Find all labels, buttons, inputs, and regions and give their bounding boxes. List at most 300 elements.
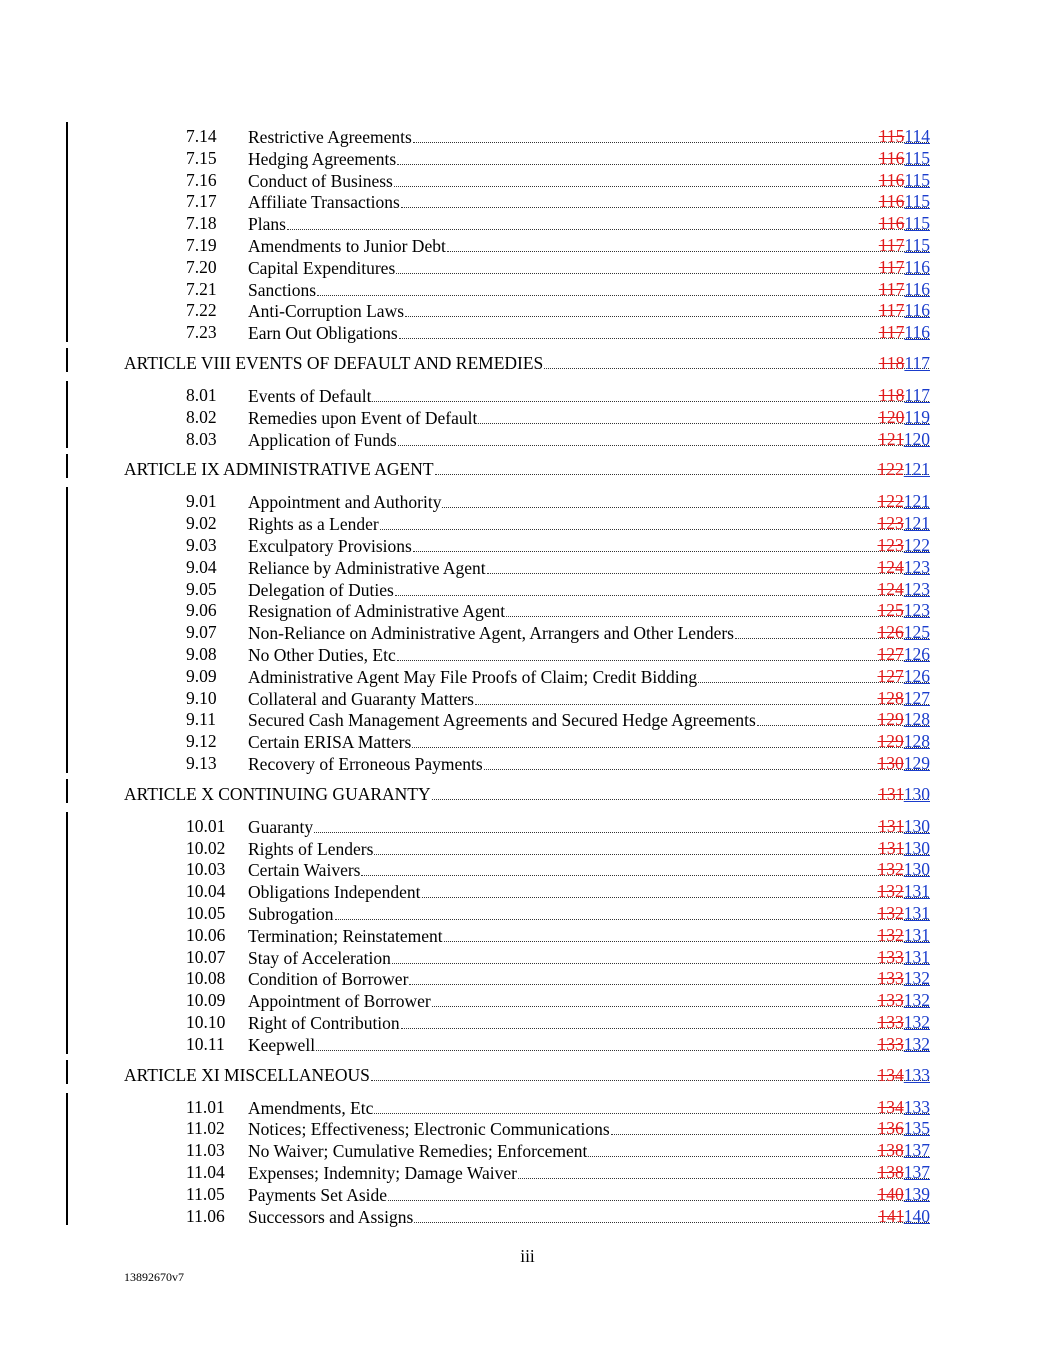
deleted-page-number: 130 <box>877 752 904 773</box>
toc-section-entry[interactable] <box>0 535 1055 557</box>
toc-section-entry[interactable] <box>0 859 1055 881</box>
inserted-page-number-link[interactable]: 116 <box>904 256 930 277</box>
toc-section-entry[interactable] <box>0 731 1055 753</box>
toc-section-entry[interactable] <box>0 925 1055 947</box>
deleted-page-number: 132 <box>877 881 904 902</box>
dot-leader <box>432 783 929 800</box>
toc-section-entry[interactable] <box>0 322 1055 344</box>
deleted-page-number: 123 <box>877 534 904 555</box>
dot-leader <box>335 903 929 920</box>
article-title: ARTICLE VIII EVENTS OF DEFAULT AND REMEDIES <box>124 353 544 373</box>
toc-section-entry[interactable] <box>0 235 1055 257</box>
section-title: Anti-Corruption Laws <box>248 301 405 322</box>
deleted-page-number: 138 <box>877 1140 904 1161</box>
deleted-page-number: 124 <box>877 556 904 577</box>
page-reference <box>878 622 931 644</box>
deleted-page-number: 134 <box>877 1096 904 1117</box>
toc-section-entry[interactable] <box>0 126 1055 148</box>
toc-section-entry[interactable] <box>0 557 1055 579</box>
inserted-page-number-link[interactable]: 115 <box>904 191 930 212</box>
article-heading-group <box>0 352 1055 374</box>
section-title: Resignation of Administrative Agent <box>248 601 506 622</box>
section-number: 7.19 <box>186 234 217 255</box>
section-title: Condition of Borrower <box>248 969 409 990</box>
inserted-page-number-link[interactable]: 121 <box>903 491 930 512</box>
deleted-page-number: 116 <box>878 147 905 168</box>
toc-section-entry[interactable] <box>0 968 1055 990</box>
toc-section-entry[interactable] <box>0 688 1055 710</box>
toc-section-entry[interactable] <box>0 1206 1055 1228</box>
inserted-page-number-link[interactable]: 115 <box>904 213 930 234</box>
toc-section-entry[interactable] <box>0 1184 1055 1206</box>
inserted-page-number-link[interactable]: 130 <box>903 783 930 804</box>
section-title: Conduct of Business <box>248 170 393 191</box>
section-title: Notices; Effectiveness; Electronic Communications <box>248 1119 610 1140</box>
toc-section-entry[interactable] <box>0 1162 1055 1184</box>
section-title: Amendments, Etc <box>248 1097 374 1118</box>
section-number: 7.17 <box>186 191 217 212</box>
page-reference <box>879 126 930 148</box>
entry-title-leader <box>248 279 929 302</box>
page-reference <box>878 783 930 805</box>
deleted-page-number: 122 <box>877 491 904 512</box>
inserted-page-number-link[interactable]: 116 <box>904 322 930 343</box>
article-heading-group <box>0 1064 1055 1086</box>
deleted-page-number: 127 <box>877 665 904 686</box>
section-number: 9.11 <box>186 709 216 730</box>
page-reference <box>878 600 931 622</box>
entry-title-leader <box>248 666 929 689</box>
entry-title-leader <box>248 126 929 149</box>
section-number: 10.10 <box>186 1011 226 1032</box>
entry-title-leader <box>248 644 929 667</box>
inserted-page-number-link[interactable]: 115 <box>904 234 930 255</box>
inserted-page-number-link[interactable]: 123 <box>903 556 930 577</box>
page-reference <box>878 816 930 838</box>
dot-leader <box>398 429 929 446</box>
toc-section-entry[interactable] <box>0 1140 1055 1162</box>
entry-title-leader <box>248 709 929 732</box>
deleted-page-number: 117 <box>878 278 905 299</box>
dot-leader <box>316 1034 929 1051</box>
toc-section-entry[interactable] <box>0 279 1055 301</box>
inserted-page-number-link[interactable]: 133 <box>903 1096 930 1117</box>
toc-section-entry[interactable] <box>0 148 1055 170</box>
section-title: Collateral and Guaranty Matters <box>248 688 474 709</box>
inserted-page-number-link[interactable]: 123 <box>903 578 930 599</box>
section-number: 11.05 <box>186 1183 225 1204</box>
section-title: Certain Waivers <box>248 860 361 881</box>
toc-section-entry[interactable] <box>0 1097 1055 1119</box>
inserted-page-number-link[interactable]: 135 <box>903 1118 930 1139</box>
section-number: 9.03 <box>186 534 217 555</box>
inserted-page-number-link[interactable]: 132 <box>903 1011 930 1032</box>
section-number: 8.02 <box>186 406 217 427</box>
inserted-page-number-link[interactable]: 116 <box>904 300 930 321</box>
section-number: 10.07 <box>186 946 226 967</box>
inserted-page-number-link[interactable]: 137 <box>903 1161 930 1182</box>
inserted-page-number-link[interactable]: 126 <box>903 643 930 664</box>
section-title: Obligations Independent <box>248 882 421 903</box>
deleted-page-number: 116 <box>878 213 905 234</box>
toc-section-entry[interactable] <box>0 947 1055 969</box>
page-reference <box>879 300 930 322</box>
dot-leader <box>399 322 929 339</box>
section-title: Recovery of Erroneous Payments <box>248 753 483 774</box>
dot-leader <box>432 990 929 1007</box>
entry-title-leader <box>248 816 929 839</box>
dot-leader <box>374 838 929 855</box>
section-number: 10.02 <box>186 837 226 858</box>
deleted-page-number: 129 <box>877 709 904 730</box>
entry-title-leader <box>248 385 929 408</box>
inserted-page-number-link[interactable]: 119 <box>904 406 930 427</box>
dot-leader <box>397 148 929 165</box>
page-reference <box>878 838 930 860</box>
toc-section-entry[interactable] <box>0 257 1055 279</box>
page-reference <box>879 322 930 344</box>
entry-title-leader <box>248 148 929 171</box>
dot-leader <box>401 191 929 208</box>
page-reference <box>879 148 930 170</box>
toc-section-entry[interactable] <box>0 300 1055 322</box>
toc-article-entry[interactable] <box>0 352 1055 374</box>
entry-title-leader <box>248 257 929 280</box>
entry-title-leader <box>248 557 929 580</box>
section-number: 11.04 <box>186 1161 225 1182</box>
deleted-page-number: 124 <box>877 578 904 599</box>
page-reference <box>878 753 931 775</box>
section-number: 11.06 <box>186 1205 225 1226</box>
page-reference <box>878 709 931 731</box>
dot-leader <box>442 491 929 508</box>
inserted-page-number-link[interactable]: 126 <box>903 665 930 686</box>
deleted-page-number: 117 <box>878 322 905 343</box>
inserted-page-number-link[interactable]: 131 <box>903 924 930 945</box>
inserted-page-number-link[interactable]: 115 <box>904 169 930 190</box>
toc-article-entry[interactable] <box>0 783 1055 805</box>
deleted-page-number: 127 <box>877 643 904 664</box>
section-number: 7.23 <box>186 322 217 343</box>
page-reference <box>879 279 930 301</box>
article-heading-group <box>0 458 1055 480</box>
article-heading-group <box>0 783 1055 805</box>
entry-title-leader <box>248 1162 929 1185</box>
entry-title-leader <box>248 213 929 236</box>
toc-section-entry[interactable] <box>0 579 1055 601</box>
dot-leader <box>444 925 929 942</box>
inserted-page-number-link[interactable]: 130 <box>903 859 930 880</box>
entry-title-leader <box>248 753 929 776</box>
toc-section-entry[interactable] <box>0 622 1055 644</box>
dot-leader <box>475 688 929 705</box>
inserted-page-number-link[interactable]: 121 <box>903 459 930 480</box>
section-title: Restrictive Agreements <box>248 127 412 147</box>
page-reference <box>878 903 931 925</box>
section-number: 9.10 <box>186 687 217 708</box>
section-title: Expenses; Indemnity; Damage Waiver <box>248 1162 517 1183</box>
inserted-page-number-link[interactable]: 140 <box>903 1205 930 1226</box>
page-reference <box>878 925 931 947</box>
page-reference <box>878 1206 930 1228</box>
section-title: Rights as a Lender <box>248 514 379 535</box>
toc-section-entry[interactable] <box>0 429 1055 451</box>
dot-leader <box>544 352 929 369</box>
entry-title-leader <box>248 513 929 536</box>
entry-title-leader <box>248 300 929 323</box>
section-number: 7.15 <box>186 147 217 168</box>
dot-leader <box>371 1064 929 1081</box>
dot-leader <box>422 881 929 898</box>
toc-section-entry[interactable] <box>0 600 1055 622</box>
deleted-page-number: 118 <box>878 385 905 405</box>
deleted-page-number: 133 <box>877 1033 904 1054</box>
toc-section-entry[interactable] <box>0 385 1055 407</box>
dot-leader <box>435 458 929 475</box>
entry-title-leader <box>248 1118 929 1141</box>
section-title: Affiliate Transactions <box>248 192 400 213</box>
toc-section-entry[interactable] <box>0 816 1055 838</box>
page-reference <box>878 859 931 881</box>
section-number: 9.02 <box>186 513 217 534</box>
section-title: Keepwell <box>248 1034 316 1055</box>
page-reference <box>878 1064 931 1086</box>
section-number: 9.06 <box>186 600 217 621</box>
toc-section-entry[interactable] <box>0 903 1055 925</box>
section-title: Amendments to Junior Debt <box>248 235 446 256</box>
inserted-page-number-link[interactable]: 132 <box>903 968 930 989</box>
deleted-page-number: 133 <box>877 946 904 967</box>
section-number: 7.22 <box>186 300 217 321</box>
entry-title-leader <box>248 1140 929 1163</box>
toc-section-entry[interactable] <box>0 191 1055 213</box>
dot-leader <box>392 947 929 964</box>
inserted-page-number-link[interactable]: 137 <box>903 1140 930 1161</box>
inserted-page-number-link[interactable]: 115 <box>904 147 930 168</box>
entry-title-leader <box>248 407 929 430</box>
entry-title-leader <box>124 783 929 805</box>
inserted-page-number-link[interactable]: 114 <box>904 126 930 146</box>
section-title: Appointment of Borrower <box>248 991 431 1012</box>
dot-leader <box>447 235 929 252</box>
page-reference <box>878 1097 931 1119</box>
section-title: Plans <box>248 214 286 235</box>
inserted-page-number-link[interactable]: 128 <box>903 731 930 752</box>
section-title: Exculpatory Provisions <box>248 535 412 556</box>
deleted-page-number: 116 <box>878 191 905 212</box>
page-reference <box>878 458 931 480</box>
inserted-page-number-link[interactable]: 130 <box>903 837 930 858</box>
toc-section-entry[interactable] <box>0 709 1055 731</box>
page-reference <box>879 191 930 213</box>
deleted-page-number: 125 <box>877 600 904 621</box>
section-title: No Waiver; Cumulative Remedies; Enforcement <box>248 1141 588 1162</box>
toc-section-entry[interactable] <box>0 990 1055 1012</box>
entry-title-leader <box>248 968 929 991</box>
toc-section-entry[interactable] <box>0 513 1055 535</box>
dot-leader <box>487 557 929 574</box>
article-title: ARTICLE XI MISCELLANEOUS <box>124 1064 370 1085</box>
dot-leader <box>412 731 929 748</box>
entry-title-leader <box>248 731 929 754</box>
section-title: Administrative Agent May File Proofs of Claim; Credit Bidding <box>248 666 698 687</box>
toc-section-entry[interactable] <box>0 644 1055 666</box>
inserted-page-number-link[interactable]: 132 <box>903 990 930 1011</box>
dot-leader <box>374 1097 929 1114</box>
inserted-page-number-link[interactable]: 127 <box>903 687 930 708</box>
toc-section-entry[interactable] <box>0 407 1055 429</box>
deleted-page-number: 126 <box>877 622 904 643</box>
page-reference <box>878 990 931 1012</box>
inserted-page-number-link[interactable]: 117 <box>904 385 930 405</box>
toc-section-entry[interactable] <box>0 1012 1055 1034</box>
deleted-page-number: 134 <box>877 1064 904 1085</box>
deleted-page-number: 131 <box>878 837 904 858</box>
entry-title-leader <box>248 622 929 645</box>
inserted-page-number-link[interactable]: 131 <box>903 881 930 902</box>
deleted-page-number: 133 <box>877 1011 904 1032</box>
deleted-page-number: 129 <box>877 731 904 752</box>
section-number: 7.21 <box>186 278 217 299</box>
inserted-page-number-link[interactable]: 117 <box>904 353 930 373</box>
deleted-page-number: 120 <box>878 406 905 427</box>
section-title: Sanctions <box>248 279 317 300</box>
entry-title-leader <box>124 352 929 374</box>
section-number: 10.08 <box>186 968 226 989</box>
inserted-page-number-link[interactable]: 121 <box>903 513 930 534</box>
entry-title-leader <box>248 535 929 558</box>
entry-title-leader <box>248 1206 929 1229</box>
section-group <box>0 126 1055 344</box>
toc-article-entry[interactable] <box>0 1064 1055 1086</box>
deleted-page-number: 117 <box>878 256 905 277</box>
dot-leader <box>380 513 929 530</box>
deleted-page-number: 140 <box>877 1183 904 1204</box>
inserted-page-number-link[interactable]: 129 <box>903 752 930 773</box>
page-reference <box>878 688 931 710</box>
inserted-page-number-link[interactable]: 122 <box>903 534 930 555</box>
page-reference <box>878 1034 931 1056</box>
page-reference <box>878 1184 931 1206</box>
dot-leader <box>484 753 929 770</box>
page-reference <box>878 1140 931 1162</box>
page-reference <box>878 557 931 579</box>
entry-title-leader <box>124 1064 929 1086</box>
deleted-page-number: 123 <box>877 513 904 534</box>
section-number: 9.07 <box>186 622 217 643</box>
toc-section-entry[interactable] <box>0 170 1055 192</box>
section-number: 10.11 <box>186 1033 225 1054</box>
section-title: Guaranty <box>248 816 314 837</box>
section-number: 11.03 <box>186 1140 225 1161</box>
deleted-page-number: 132 <box>877 859 904 880</box>
dot-leader <box>396 257 929 274</box>
document-id: 13892670v7 <box>124 1270 184 1284</box>
toc-article-entry[interactable] <box>0 458 1055 480</box>
dot-leader <box>372 385 929 402</box>
entry-title-leader <box>248 688 929 711</box>
page-reference <box>879 352 930 374</box>
page-reference <box>879 235 930 257</box>
inserted-page-number-link[interactable]: 130 <box>903 815 930 836</box>
deleted-page-number: 132 <box>877 902 904 923</box>
toc-section-entry[interactable] <box>0 881 1055 903</box>
toc-section-entry[interactable] <box>0 1118 1055 1140</box>
section-title: Hedging Agreements <box>248 148 397 169</box>
section-number: 7.16 <box>186 169 217 190</box>
toc-section-entry[interactable] <box>0 753 1055 775</box>
dot-leader <box>397 644 929 661</box>
section-title: Remedies upon Event of Default <box>248 407 478 428</box>
page-reference <box>878 731 931 753</box>
page-reference <box>878 429 930 451</box>
section-group <box>0 385 1055 450</box>
page-reference <box>878 968 931 990</box>
dot-leader <box>518 1162 929 1179</box>
toc-section-entry[interactable] <box>0 838 1055 860</box>
section-number: 7.14 <box>186 126 217 146</box>
entry-title-leader <box>248 947 929 970</box>
section-title: Non-Reliance on Administrative Agent, Arrangers and Other Lenders <box>248 623 734 644</box>
inserted-page-number-link[interactable]: 131 <box>903 902 930 923</box>
article-title: ARTICLE X CONTINUING GUARANTY <box>124 783 431 804</box>
page-reference <box>878 666 931 688</box>
entry-title-leader <box>248 491 929 514</box>
page-reference <box>879 213 930 235</box>
inserted-page-number-link[interactable]: 116 <box>904 278 930 299</box>
inserted-page-number-link[interactable]: 131 <box>903 946 930 967</box>
inserted-page-number-link[interactable]: 128 <box>903 709 930 730</box>
dot-leader <box>478 407 929 424</box>
inserted-page-number-link[interactable]: 125 <box>903 622 930 643</box>
page-reference <box>878 535 931 557</box>
entry-title-leader <box>248 235 929 258</box>
deleted-page-number: 136 <box>877 1118 904 1139</box>
page-reference <box>878 513 931 535</box>
section-number: 9.13 <box>186 752 217 773</box>
inserted-page-number-link[interactable]: 132 <box>903 1033 930 1054</box>
inserted-page-number-link[interactable]: 120 <box>903 428 930 449</box>
inserted-page-number-link[interactable]: 133 <box>903 1064 930 1085</box>
deleted-page-number: 131 <box>878 783 904 804</box>
deleted-page-number: 133 <box>877 990 904 1011</box>
deleted-page-number: 122 <box>877 459 904 480</box>
deleted-page-number: 133 <box>877 968 904 989</box>
page-number: iii <box>520 1246 535 1266</box>
section-number: 7.20 <box>186 256 217 277</box>
toc-section-entry[interactable] <box>0 491 1055 513</box>
deleted-page-number: 131 <box>878 815 904 836</box>
toc-section-entry[interactable] <box>0 1034 1055 1056</box>
toc-section-entry[interactable] <box>0 213 1055 235</box>
inserted-page-number-link[interactable]: 139 <box>903 1183 930 1204</box>
dot-leader <box>388 1184 929 1201</box>
section-title: Subrogation <box>248 903 334 924</box>
section-title: Capital Expenditures <box>248 257 396 278</box>
entry-title-leader <box>248 838 929 861</box>
deleted-page-number: 118 <box>878 353 905 373</box>
section-title: Certain ERISA Matters <box>248 732 412 753</box>
section-number: 9.08 <box>186 643 217 664</box>
toc-section-entry[interactable] <box>0 666 1055 688</box>
section-number: 8.01 <box>186 385 217 405</box>
entry-title-leader <box>248 322 929 345</box>
section-title: Successors and Assigns <box>248 1206 414 1227</box>
section-number: 9.05 <box>186 578 217 599</box>
deleted-page-number: 117 <box>878 234 905 255</box>
section-title: Right of Contribution <box>248 1012 400 1033</box>
inserted-page-number-link[interactable]: 123 <box>903 600 930 621</box>
